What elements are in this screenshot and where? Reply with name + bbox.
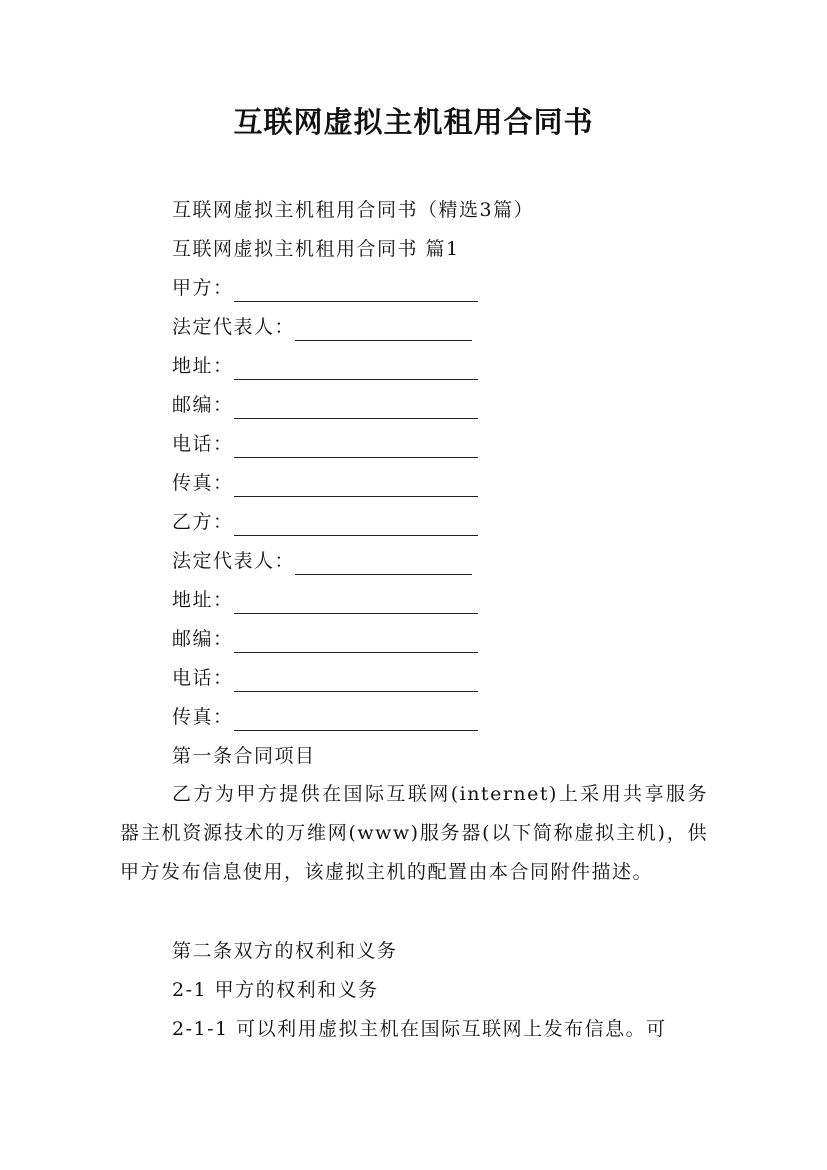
party-a-label: 甲方： [172, 277, 234, 299]
party-a-blank [234, 279, 478, 302]
party-b-rep-field [172, 547, 472, 575]
party-a-address-blank [234, 357, 478, 380]
party-a-postcode-field [172, 391, 478, 419]
party-a-address-label: 地址： [172, 355, 234, 377]
party-b-postcode-blank [234, 630, 478, 653]
party-a-postcode-label: 邮编： [172, 394, 234, 416]
party-a-fax-blank [234, 474, 478, 497]
document-title: 互联网虚拟主机租用合同书 [233, 105, 594, 139]
party-a-phone-label: 电话： [172, 433, 234, 455]
party-b-label: 乙方： [172, 511, 234, 533]
party-b-address-field [172, 586, 478, 614]
party-b-phone-blank [234, 669, 478, 692]
part-heading: 互联网虚拟主机租用合同书 篇1 [172, 238, 460, 260]
party-a-fax-label: 传真： [172, 472, 234, 494]
party-b-phone-field [172, 664, 478, 692]
party-b-fax-blank [234, 708, 478, 731]
article-2-title: 第二条双方的权利和义务 [172, 940, 398, 962]
party-b-fax-field [172, 703, 478, 731]
party-b-phone-label: 电话： [172, 667, 234, 689]
party-b-rep-label: 法定代表人： [172, 550, 296, 572]
party-a-rep-field [172, 313, 472, 341]
party-b-postcode-field [172, 625, 478, 653]
party-b-fax-label: 传真： [172, 706, 234, 728]
party-a-address-field [172, 352, 478, 380]
party-b-postcode-label: 邮编： [172, 628, 234, 650]
party-b-rep-blank [295, 552, 472, 575]
party-a-fax-field [172, 469, 478, 497]
article-1-title: 第一条合同项目 [172, 745, 316, 767]
article-1-body: 乙方为甲方提供在国际互联网(internet)上采用共享服务器主机资源技术的万维网(www)服务器(以下简称虚拟主机)，供甲方发布信息使用，该虚拟主机的配置由本合同附件描述。 [120, 783, 708, 883]
party-a-rep-label: 法定代表人： [172, 316, 296, 338]
party-b-address-blank [234, 591, 478, 614]
clause-2-1: 2-1 甲方的权利和义务 [172, 979, 379, 1001]
party-a-rep-blank [295, 318, 472, 341]
party-a-phone-field [172, 430, 478, 458]
party-b-field [172, 508, 478, 536]
party-a-field [172, 274, 478, 302]
party-a-postcode-blank [234, 396, 478, 419]
party-a-phone-blank [234, 435, 478, 458]
party-b-blank [234, 513, 478, 536]
clause-2-1-1: 2-1-1 可以利用虚拟主机在国际互联网上发布信息。可 [172, 1018, 667, 1040]
party-b-address-label: 地址： [172, 589, 234, 611]
subtitle: 互联网虚拟主机租用合同书（精选3篇） [172, 199, 535, 221]
